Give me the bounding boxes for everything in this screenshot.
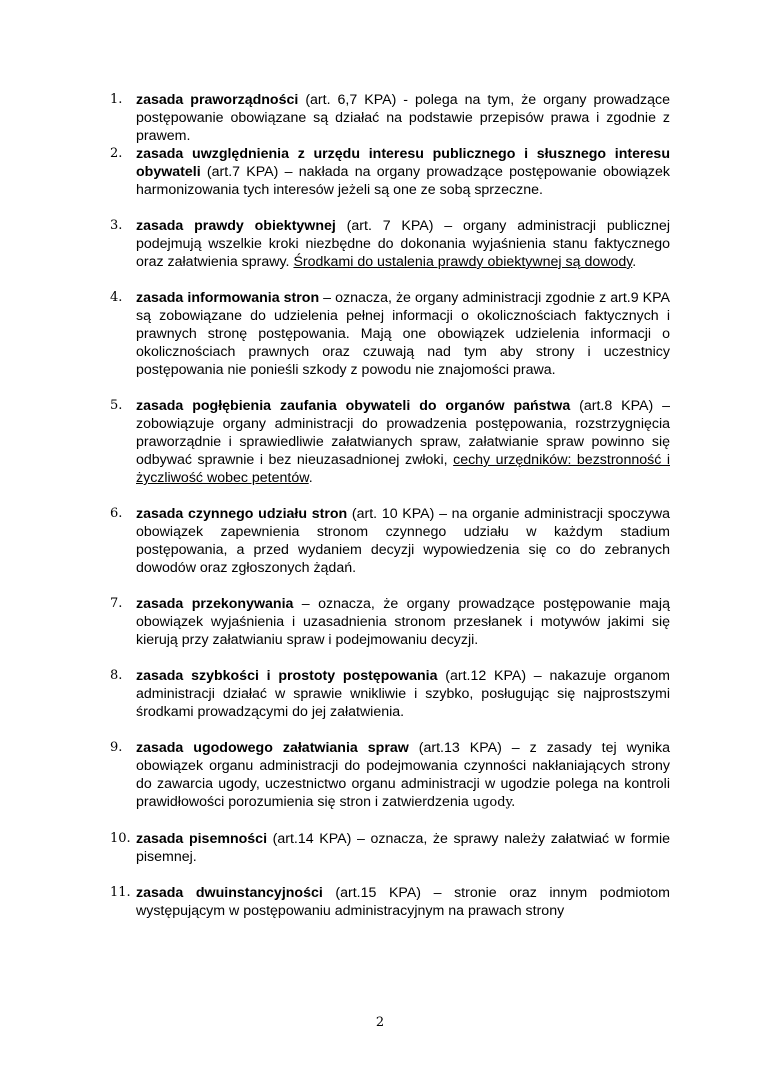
item-body: – oznacza, że organy prowadzące postępowanie mają obowiązek wyjaśnienia i uzasadnienia stronom przesłanek i motywów jakimi się kierują przy załatwianiu spraw i podejmowaniu decyzji. xyxy=(136,596,670,648)
item-body: (art.13 KPA) – z zasady tej wynika obowiązek organu administracji do podejmowania czynności nakłaniających strony do zawarcia ugody, uczestnictwo organu administracji w ugodzie polega na kontroli prawidłowości porozumienia się stron i zatwierdzenia xyxy=(136,740,670,810)
item-body: (art.15 KPA) – stronie oraz innym podmiotom występującym w postępowaniu administracyjnym na prawach strony xyxy=(136,885,670,919)
item-body: – oznacza, że organy administracji zgodnie z art.9 KPA są zobowiązane do udzielenia pełnej informacji o okolicznościach faktycznych i prawnych stronę postępowania. Mają one obowiązek udzielenia informacji o okolicznościach prawnych oraz czuwają nad tym aby strony i uczestnicy postępowania nie ponieśli szkody z powodu nie znajomości prawa. xyxy=(136,290,670,378)
list-item xyxy=(100,667,670,721)
item-title: zasada prawdy obiektywnej xyxy=(136,218,336,234)
item-title: zasada praworządności xyxy=(136,92,299,108)
list-number: 4. xyxy=(110,290,123,305)
item-body: (art.8 KPA) – zobowiązuje organy administracji do prowadzenia postępowania, rozstrzygnięcia praworządnie i sprawiedliwie załatwianych spraw, załatwianie spraw powinno się odbywać sprawnie i bez nieuzasadnionej zwłoki, xyxy=(136,398,671,468)
item-title: zasada uwzględnienia z urzędu interesu publicznego i słusznego interesu obywateli xyxy=(136,146,670,180)
list-number: 10. xyxy=(110,831,131,846)
item-title: zasada informowania stron xyxy=(136,290,320,306)
list-item xyxy=(100,91,670,145)
item-body: (art.7 KPA) – nakłada na organy prowadzące postępowanie obowiązek harmonizowania tych interesów jeżeli są one ze sobą sprzeczne. xyxy=(136,164,670,198)
list-item xyxy=(100,595,670,649)
item-body: (art.12 KPA) – nakazuje organom administracji działać w sprawie wnikliwie i szybko, posługując się najprostszymi środkami prowadzącymi do jej załatwienia. xyxy=(136,668,670,720)
item-tail: ugody. xyxy=(472,795,516,810)
item-body: (art. 7 KPA) – organy administracji publicznej podejmują wszelkie kroki niezbędne do dokonania wyjaśnienia stanu faktycznego oraz załatwienia sprawy. xyxy=(136,218,670,270)
item-body: (art. 10 KPA) – na organie administracji spoczywa obowiązek zapewnienia stronom czynnego udziału w każdym stadium postępowania, a przed wydaniem decyzji wypowiedzenia się co do zebranych dowodów oraz zgłoszonych żądań. xyxy=(136,506,671,576)
list-number: 7. xyxy=(110,596,123,611)
underlined-phrase: Środkami do ustalenia prawdy obiektywnej są dowody xyxy=(293,254,633,270)
page-number: 2 xyxy=(375,1015,385,1030)
list-item xyxy=(100,884,670,920)
item-title: zasada przekonywania xyxy=(136,596,294,612)
list-number: 9. xyxy=(110,740,123,755)
list-number: 5. xyxy=(110,398,123,413)
item-title: zasada pisemności xyxy=(136,831,268,847)
item-title: zasada dwuinstancyjności xyxy=(136,885,323,901)
list-number: 8. xyxy=(110,668,123,683)
list-number: 6. xyxy=(110,506,123,521)
list-item xyxy=(100,145,670,199)
list-item xyxy=(100,505,670,577)
list-number: 3. xyxy=(110,218,123,233)
list-item xyxy=(100,830,670,866)
item-title: zasada pogłębienia zaufania obywateli do organów państwa xyxy=(136,398,571,414)
list-item xyxy=(100,289,670,379)
item-tail: . xyxy=(308,470,313,486)
list-number: 1. xyxy=(110,92,123,107)
item-body: (art.14 KPA) – oznacza, że sprawy należy załatwiać w formie pisemnej. xyxy=(136,831,670,865)
item-title: zasada czynnego udziału stron xyxy=(136,506,348,522)
list-item xyxy=(100,397,670,487)
item-tail: . xyxy=(632,254,637,270)
underlined-phrase: cechy urzędników: bezstronność i życzliwość wobec petentów xyxy=(136,452,670,486)
principles-list xyxy=(100,91,670,920)
list-item xyxy=(100,217,670,271)
list-item xyxy=(100,739,670,812)
list-number: 11. xyxy=(110,885,131,900)
item-title: zasada ugodowego załatwiania spraw xyxy=(136,740,409,756)
item-body: (art. 6,7 KPA) - polega na tym, że organy prowadzące postępowanie obowiązane są działać na podstawie przepisów prawa i zgodnie z prawem. xyxy=(136,92,670,144)
item-title: zasada szybkości i prostoty postępowania xyxy=(136,668,438,684)
list-number: 2. xyxy=(110,146,123,161)
